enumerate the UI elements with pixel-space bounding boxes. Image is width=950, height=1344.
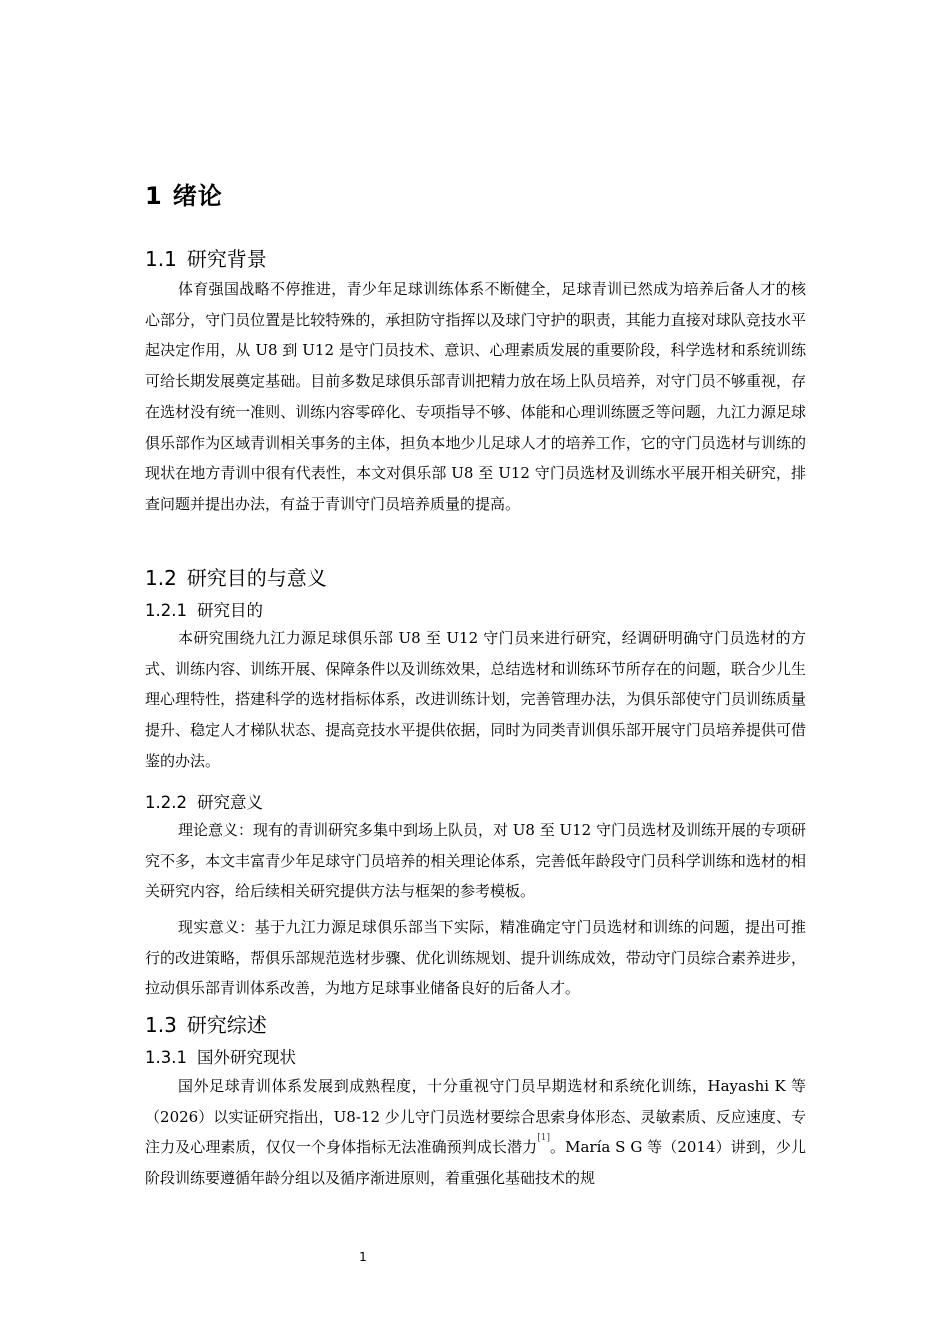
section-title: 研究背景 bbox=[186, 247, 267, 271]
section-number: 1.2 bbox=[145, 566, 177, 590]
subsection-number: 1.2.1 bbox=[145, 601, 187, 620]
paragraph-theoretical-significance: 理论意义：现有的青训研究多集中到场上队员，对 U8 至 U12 守门员选材及训练开展的专项研究不多，本文丰富青少年足球守门员培养的相关理论体系，完善低年龄段守门员科学训练和选材的相关研究内容，给后续相关研究提供方法与框架的参考模板。 bbox=[145, 821, 806, 901]
chapter-heading bbox=[145, 176, 223, 211]
section-title: 研究综述 bbox=[186, 1013, 267, 1037]
chapter-number: 1 bbox=[145, 182, 163, 210]
paragraph-foreign-research bbox=[145, 1071, 806, 1194]
subsection-heading-1-2-2 bbox=[145, 789, 263, 813]
subsection-heading-1-3-1 bbox=[145, 1044, 296, 1068]
section-heading-1-3 bbox=[145, 1009, 267, 1038]
subsection-heading-1-2-1 bbox=[145, 597, 263, 621]
subsection-title: 研究意义 bbox=[196, 793, 263, 812]
paragraph-purpose: 本研究围绕九江力源足球俱乐部 U8 至 U12 守门员来进行研究，经调研明确守门员选材的方式、训练内容、训练开展、保障条件以及训练效果，总结选材和训练环节所存在的问题，联合少儿生理心理特性，搭建科学的选材指标体系，改进训练计划，完善管理办法，为俱乐部使守门员训练质量提升、稳定人才梯队状态、提高竞技水平提供依据，同时为同类青训俱乐部开展守门员培养提供可借鉴的办法。 bbox=[145, 629, 806, 770]
chapter-title: 绪论 bbox=[172, 182, 223, 210]
section-heading-1-1 bbox=[145, 243, 267, 272]
paragraph-text: 。María S G 等（2014）讲到，少儿阶段训练要遵循年龄分组以及循序渐进原则，着重强化基础技术的规 bbox=[145, 1138, 806, 1188]
paragraph-background: 体育强国战略不停推进，青少年足球训练体系不断健全，足球青训已然成为培养后备人才的核心部分，守门员位置是比较特殊的，承担防守指挥以及球门守护的职责，其能力直接对球队竞技水平起决定作用，从 U8 到 U12 是守门员技术、意识、心理素质发展的重要阶段，科学选材和系统训练可给长期发展奠定基础。目前多数足球俱乐部青训把精力放在场上队员培养，对守门员不够重视，存在选材没有统一准则、训练内容零碎化、专项指导不够、体能和心理训练匮乏等问题，九江力源足球俱乐部作为区域青训相关事务的主体，担负本地少儿足球人才的培养工作，它的守门员选材与训练的现状在地方青训中很有代表性，本文对俱乐部 U8 至 U12 守门员选材及训练水平展开相关研究，排查问题并提出办法，有益于青训守门员培养质量的提高。 bbox=[145, 280, 806, 513]
section-title: 研究目的与意义 bbox=[186, 566, 327, 590]
section-heading-1-2 bbox=[145, 562, 327, 591]
subsection-number: 1.3.1 bbox=[145, 1048, 187, 1067]
subsection-number: 1.2.2 bbox=[145, 793, 187, 812]
paragraph-text: 国外足球青训体系发展到成熟程度，十分重视守门员早期选材和系统化训练，Hayashi K 等（2026）以实证研究指出，U8-12 少儿守门员选材要综合思索身体形态、灵敏素质、反应速度、专注力及心理素质，仅仅一个身体指标无法准确预判成长潜力 bbox=[145, 1077, 806, 1157]
section-number: 1.1 bbox=[145, 247, 177, 271]
subsection-title: 国外研究现状 bbox=[196, 1048, 296, 1067]
citation-reference[interactable]: [1] bbox=[537, 1133, 550, 1144]
subsection-title: 研究目的 bbox=[196, 601, 263, 620]
section-number: 1.3 bbox=[145, 1013, 177, 1037]
page-number: 1 bbox=[359, 1250, 367, 1264]
paragraph-practical-significance: 现实意义：基于九江力源足球俱乐部当下实际，精准确定守门员选材和训练的问题，提出可推行的改进策略，帮俱乐部规范选材步骤、优化训练规划、提升训练成效，带动守门员综合素养进步，拉动俱乐部青训体系改善，为地方足球事业储备良好的后备人才。 bbox=[145, 918, 806, 998]
